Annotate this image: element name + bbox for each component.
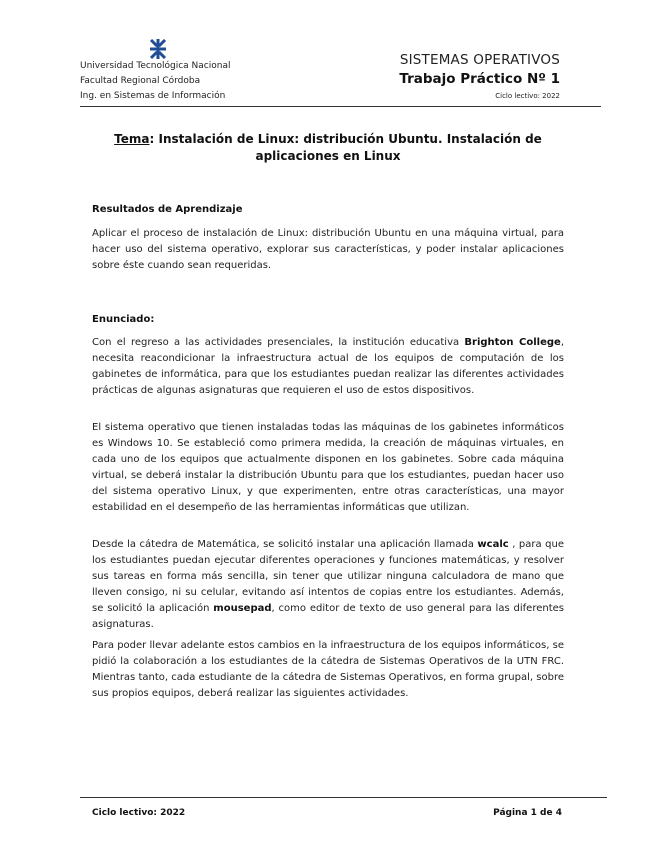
statement-paragraph-2: El sistema operativo que tienen instaladas todas las máquinas de los gabinetes informáticos es Windows 10. Se estableció como primera medida, la creación de máquinas virtuales, en cada uno de los equipos que actualmente disponen en los gabinetes. Sobre cada máquina virtual, se deberá instalar la distribución Ubuntu para que los estudiantes, puedan hacer uso del sistema operativo Linux, y que experimenten, entre otras características, una mayor estabilidad en el desempeño de las herramientas informáticas que utilizan. [92, 422, 564, 513]
page-number: Página 1 de 4 [493, 808, 562, 818]
learning-outcomes-title: Resultados de Aprendizaje [92, 204, 243, 215]
header-cycle: Ciclo lectivo: 2022 [495, 92, 560, 100]
topic-text: : Instalación de Linux: distribución Ubuntu. Instalación de aplicaciones en Linux [149, 132, 542, 163]
p3-text-a: Desde la cátedra de Matemática, se solicitó instalar una aplicación llamada [92, 539, 478, 550]
assignment-title: Trabajo Práctico Nº 1 [399, 71, 560, 87]
p1-text-a: Con el regreso a las actividades presenciales, la institución educativa [92, 337, 465, 348]
p3-app-wcalc: wcalc [477, 539, 509, 550]
learning-outcomes-text: Aplicar el proceso de instalación de Linux: distribución Ubuntu en una máquina virtual, para hacer uso del sistema operativo, explorar sus características, y poder instalar aplicaciones sobre éste cuando sean requeridas. [92, 228, 564, 271]
p1-school-name: Brighton College [464, 337, 561, 348]
statement-paragraph-4: Para poder llevar adelante estos cambios en la infraestructura de los equipos informáticos, se pidió la colaboración a los estudiantes de la cátedra de Sistemas Operativos de la UTN FRC. Mientras tanto, cada estudiante de la cátedra de Sistemas Operativos, en forma grupal, sobre sus propios equipos, deberá realizar las siguientes actividades. [92, 640, 564, 699]
statement-title: Enunciado: [92, 314, 155, 325]
university-name: Universidad Tecnológica Nacional [80, 61, 231, 71]
topic-label: Tema [114, 132, 150, 146]
course-title: SISTEMAS OPERATIVOS [399, 52, 560, 68]
topic-heading [105, 131, 551, 165]
footer-divider [80, 797, 607, 798]
footer-cycle: Ciclo lectivo: 2022 [92, 808, 186, 818]
p3-text-e: , como editor de texto de uso general para las diferentes asignaturas. [92, 603, 564, 630]
statement-paragraph-1 [92, 335, 564, 399]
degree-name: Ing. en Sistemas de Información [80, 91, 226, 101]
utn-logo-icon [148, 39, 168, 59]
p1-text-c: , necesita reacondicionar la infraestructura actual de los equipos de computación de los gabinetes de informática, para que los estudiantes puedan realizar las diferentes actividades prácticas de algunas asignaturas que requieren el uso de estos dispositivos. [92, 337, 564, 396]
faculty-name: Facultad Regional Córdoba [80, 76, 201, 86]
p3-app-mousepad: mousepad [213, 603, 272, 614]
header-divider [80, 106, 601, 107]
p3-text-c: , para que los estudiantes puedan ejecutar diferentes operaciones y funciones matemáticas, y resolver sus tareas en forma más sencilla, sin tener que utilizar ninguna calculadora de mano que lleven consigo, ni su celular, evitando así intentos de copias entre los estudiantes. Además, se solicitó la aplicación [92, 539, 564, 614]
statement-paragraph-3 [92, 537, 564, 633]
